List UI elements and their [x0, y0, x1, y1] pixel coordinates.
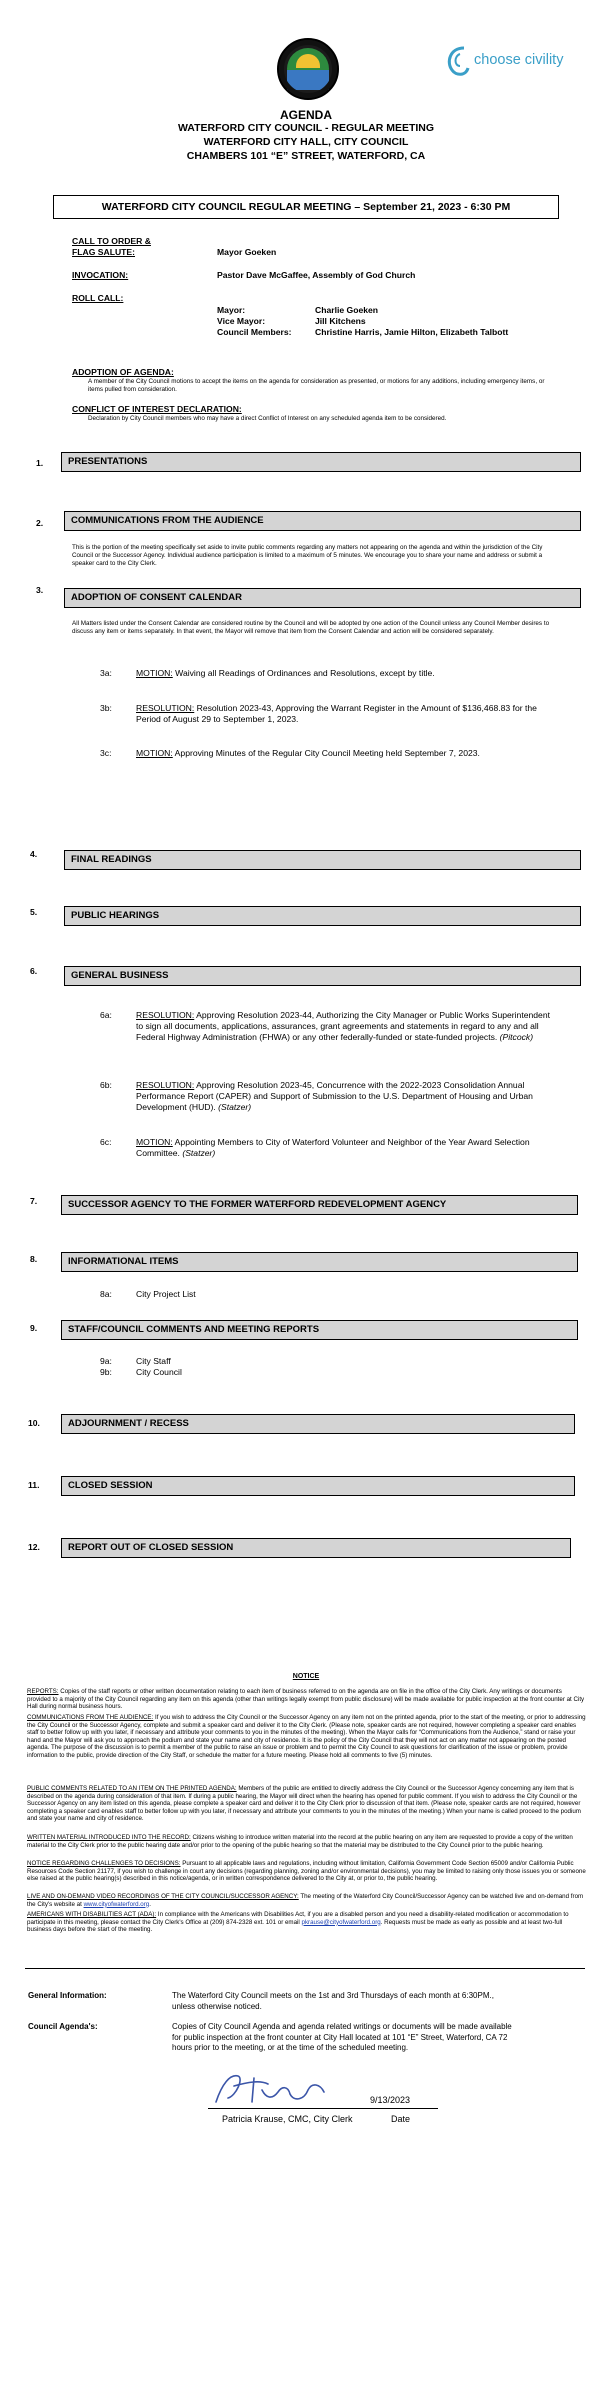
item-id: 3b:	[100, 703, 112, 713]
choose-civility-logo	[444, 44, 574, 80]
signer-name: Patricia Krause, CMC, City Clerk	[222, 2114, 353, 2124]
notice-public-comments	[27, 1785, 587, 1823]
section-number: 10.	[28, 1418, 40, 1428]
section-number: 9.	[30, 1323, 38, 1333]
divider	[25, 1968, 585, 1969]
roll-role: Mayor:	[217, 305, 246, 315]
roll-name: Charlie Goeken	[315, 305, 379, 315]
civility-logo-text: choose civility	[474, 52, 564, 68]
date-label: Date	[391, 2114, 411, 2124]
clerk-email-link[interactable]: pkrause@cityofwaterford.org	[301, 1918, 381, 1926]
item-presenter: (Pitcock)	[499, 1032, 534, 1042]
section-successor-agency-bar: SUCCESSOR AGENCY TO THE FORMER WATERFORD REDEVELOPMENT AGENCY	[61, 1195, 578, 1215]
informational-item-8a: City Project List	[136, 1289, 196, 1299]
notice-label: COMMUNICATIONS FROM THE AUDIENCE:	[27, 1714, 154, 1721]
notice-text: Pursuant to all applicable laws and regulations, including without limitation, California Government Code Section 65009 and/or California Public Resources Code Section 21177, if you wish to challenge in court any decisions (regarding planning, zoning and/or environmental decisions), you may be limited to raising only those issues you or someone else raised at the public hearing(s) described in this notice/agenda, or in written correspondence delivered to the City at, or prior to, the public hearing.	[27, 1860, 586, 1883]
section-number: 7.	[30, 1196, 38, 1206]
notice-text: If you wish to address the City Council or the Successor Agency on any item not on the printed agenda, prior to the start of the meeting, or prior to addressing the City Council or the Successor Agency, complete and submit a speaker card and deliver it to the City Clerk. (Please note, speaker cards are not required, however completing a speaker card enables staff to better follow up with you later, if necessary and attribute your comments to you in the minutes of the meeting). When the Mayor calls for “Communications from the Audience,” stand or raise your hand and the Mayor will ask you to approach the podium and state your name and city of residence. It is the policy of the City Council that they will not act on any matter not appearing on the posted agenda. The purpose of the discussion is to permit a member of the public to raise an issue or problem and to permit the City Council to ask questions for clarification of the issue or problem, provide information to the public, provide direction of the City Staff, or schedule the matter for a future meeting. Please hold all comments to five (5) minutes.	[27, 1714, 586, 1759]
item-presenter: (Statzer)	[218, 1102, 252, 1112]
notice-video-recordings: LIVE AND ON-DEMAND VIDEO RECORDINGS OF THE CITY COUNCIL/SUCCESSOR AGENCY: The meeting of the Waterford City Council/Successor Agency can be watched live and on-demand from the City's website at www.cityofwaterford.org.	[27, 1893, 584, 1908]
notice-text: In compliance with the Americans with Disabilities Act, if you are a disabled person and you need a disability-related modification or accommodation to participate in this meeting, please contact the City Clerk's Office at (209) 874-2328 ext. 101 or email	[27, 1911, 569, 1926]
section-informational-items-bar: INFORMATIONAL ITEMS	[61, 1252, 578, 1272]
general-information-text: The Waterford City Council meets on the 1st and 3rd Thursdays of each month at 6:30PM., unless otherwise noticed.	[172, 1991, 494, 2011]
notice-text: The meeting of the Waterford City Council/Successor Agency can be watched live and on-demand from the City's website at	[27, 1893, 584, 1908]
item-id: 6c:	[100, 1137, 112, 1147]
notice-label: LIVE AND ON-DEMAND VIDEO RECORDINGS OF THE CITY COUNCIL/SUCCESSOR AGENCY:	[27, 1893, 299, 1900]
section-number: 4.	[30, 849, 38, 859]
notice-heading: NOTICE	[292, 1673, 320, 1680]
council-agendas-text: Copies of City Council Agenda and agenda related writings or documents will be made available for public inspection at the front counter at City Hall located at 101 “E” Street, Waterford, CA 72 hours prior to the meeting, or at the time of the scheduled meeting.	[172, 2022, 512, 2052]
staff-comments-item-9a: City Staff	[136, 1356, 171, 1366]
notice-written-material	[27, 1834, 587, 1849]
header-line-2: WATERFORD CITY HALL, CITY COUNCIL	[203, 136, 409, 148]
city-website-link[interactable]: www.cityofwaterford.org	[83, 1900, 150, 1908]
notice-text: . Requests must be made as early as possible and at least two-full business days before the start of the meeting.	[27, 1918, 563, 1934]
section-number: 11.	[28, 1480, 40, 1490]
clerk-signature	[208, 2068, 338, 2112]
section-presentations-bar: PRESENTATIONS	[61, 452, 581, 472]
section-number: 12.	[28, 1542, 40, 1552]
business-item-6c	[136, 1137, 556, 1159]
city-seal-logo	[277, 38, 339, 100]
section-consent-calendar-bar: ADOPTION OF CONSENT CALENDAR	[64, 588, 581, 608]
item-type: MOTION:	[136, 1137, 173, 1147]
agenda-heading: AGENDA	[279, 108, 332, 122]
section-number: 2.	[36, 518, 44, 528]
adoption-of-agenda-label: ADOPTION OF AGENDA:	[72, 367, 174, 377]
section-general-business-bar: GENERAL BUSINESS	[64, 966, 581, 986]
notice-reports	[27, 1688, 587, 1711]
section-final-readings-bar: FINAL READINGS	[64, 850, 581, 870]
item-type: MOTION:	[136, 748, 173, 758]
item-id: 8a:	[100, 1289, 112, 1299]
item-id: 3c:	[100, 748, 112, 758]
notice-label: WRITTEN MATERIAL INTRODUCED INTO THE RECORD:	[27, 1834, 191, 1841]
general-information-label: General Information:	[28, 1991, 107, 2000]
item-id: 6a:	[100, 1010, 112, 1020]
business-item-6a	[136, 1010, 556, 1043]
header-line-1: WATERFORD CITY COUNCIL - REGULAR MEETING	[177, 122, 435, 134]
notice-label: PUBLIC COMMENTS RELATED TO AN ITEM ON THE PRINTED AGENDA:	[27, 1785, 237, 1792]
notice-text: Citizens wishing to introduce written material into the record at the public hearing on any item are requested to provide a copy of the written material to the City Clerk prior to the public hearing date and/or prior to the opening of the public hearing so that the material may be distributed to the City Council prior to the public hearing.	[27, 1834, 573, 1849]
roll-name: Jill Kitchens	[315, 316, 366, 326]
section-public-hearings-bar: PUBLIC HEARINGS	[64, 906, 581, 926]
notice-label: NOTICE REGARDING CHALLENGES TO DECISIONS:	[27, 1860, 181, 1867]
item-text: Approving Minutes of the Regular City Council Meeting held September 7, 2023.	[172, 748, 480, 758]
notice-challenges	[27, 1860, 587, 1883]
consent-calendar-text: All Matters listed under the Consent Calendar are considered routine by the Council and will be adopted by one action of the Council unless any Council Member desires to discuss any item or items separately. In that event, the Mayor will remove that item from the Consent Calendar and action will be considered separately.	[72, 620, 550, 635]
item-text: Approving Resolution 2023-44, Authorizing the City Manager or Public Works Superintendent to sign all documents, applications, assurances, grant agreements and statements in regard to any and all Federal Highway Administration (FHWA) or any other federally-funded or state-funded projects.	[136, 1010, 550, 1042]
section-staff-council-comments-bar: STAFF/COUNCIL COMMENTS AND MEETING REPORTS	[61, 1320, 578, 1340]
signature-date: 9/13/2023	[370, 2095, 411, 2105]
section-report-out-bar: REPORT OUT OF CLOSED SESSION	[61, 1538, 571, 1558]
roll-role: Vice Mayor:	[217, 316, 266, 326]
council-comments-item-9b: City Council	[136, 1367, 182, 1377]
section-number: 5.	[30, 907, 38, 917]
business-item-6b	[136, 1080, 556, 1113]
item-id: 6b:	[100, 1080, 112, 1090]
meeting-title: WATERFORD CITY COUNCIL REGULAR MEETING – September 21, 2023 - 6:30 PM	[53, 195, 559, 219]
header-line-3: CHAMBERS 101 “E” STREET, WATERFORD, CA	[186, 150, 426, 162]
item-id: 9b:	[100, 1367, 112, 1377]
invocation-label: INVOCATION:	[72, 270, 129, 280]
signature-line	[208, 2108, 438, 2109]
notice-text: Members of the public are entitled to directly address the City Council or the Successor Agency concerning any item that is described on the agenda during consideration of that item. If during a public hearing, the Mayor will direct when the hearing has opened for public comment. If you wish to address the City Council or the Successor Agency on any item listed on this agenda, please complete a speaker card and deliver it to the City Clerk prior to discussion of that item. (Please note, speaker cards are not required, however completing a speaker card enables staff to better follow up with you later, if necessary and attribute your comments to you in the minutes of the meeting.) When your name is called proceed to the podium and state your name and city of residence.	[27, 1785, 581, 1823]
item-text: Waiving all Readings of Ordinances and Resolutions, except by title.	[172, 668, 435, 678]
council-agendas-label: Council Agenda's:	[28, 2022, 98, 2031]
roll-name: Christine Harris, Jamie Hilton, Elizabeth Talbott	[315, 327, 509, 337]
item-text: Resolution 2023-43, Approving the Warrant Register in the Amount of $136,468.83 for the Period of August 29 to September 1, 2023.	[136, 703, 537, 724]
communications-text: This is the portion of the meeting specifically set aside to invite public comments regarding any matters not appearing on the agenda and within the jurisdiction of the City Council or the Successor Agency. Individual audience participation is limited to a maximum of 5 minutes. We encourage you to share your name and address or submit a speaker card to the City Clerk.	[72, 544, 543, 567]
conflict-of-interest-label: CONFLICT OF INTEREST DECLARATION:	[72, 404, 242, 414]
civility-swirl-icon	[444, 44, 472, 80]
item-type: RESOLUTION:	[136, 1010, 195, 1020]
section-number: 3.	[36, 585, 44, 595]
item-type: RESOLUTION:	[136, 703, 195, 713]
section-communications-bar: COMMUNICATIONS FROM THE AUDIENCE	[64, 511, 581, 531]
consent-item-3a	[136, 668, 556, 679]
roll-role: Council Members:	[217, 327, 292, 337]
notice-label: REPORTS:	[27, 1688, 59, 1695]
item-presenter: (Statzer)	[182, 1148, 216, 1158]
roll-call-label: ROLL CALL:	[72, 293, 124, 303]
item-id: 9a:	[100, 1356, 112, 1366]
notice-ada	[27, 1911, 587, 1934]
invocation-value: Pastor Dave McGaffee, Assembly of God Church	[217, 270, 416, 280]
conflict-of-interest-text: Declaration by City Council members who may have a direct Conflict of Interest on any scheduled agenda item to be considered.	[88, 415, 447, 422]
consent-item-3b	[136, 703, 556, 725]
notice-communications	[27, 1714, 587, 1760]
item-id: 3a:	[100, 668, 112, 678]
notice-text: Copies of the staff reports or other written documentation relating to each item of business referred to on the agenda are on file in the office of the City Clerk. Any writings or documents provided to a majority of the City Council regarding any item on this agenda (other than writings legally exempt from public disclosure) will be made available for public inspection at the front counter at City Hall during normal business hours.	[27, 1688, 585, 1711]
section-closed-session-bar: CLOSED SESSION	[61, 1476, 575, 1496]
call-to-order-value: Mayor Goeken	[217, 247, 277, 257]
notice-label: AMERICANS WITH DISABILITIES ACT (ADA):	[27, 1911, 157, 1918]
section-number: 1.	[36, 458, 44, 468]
section-number: 8.	[30, 1254, 38, 1264]
item-type: MOTION:	[136, 668, 173, 678]
flag-salute-label: FLAG SALUTE:	[72, 247, 136, 257]
item-text: Approving Resolution 2023-45, Concurrence with the 2022-2023 Consolidation Annual Performance Report (CAPER) and Support of Submission to the U.S. Department of Housing and Urban Development (HUD).	[136, 1080, 533, 1112]
call-to-order-label: CALL TO ORDER &	[72, 236, 151, 246]
item-type: RESOLUTION:	[136, 1080, 195, 1090]
adoption-of-agenda-text: A member of the City Council motions to accept the items on the agenda for consideration as presented, or motions for any additions, including emergency items, or items pulled from consideration.	[88, 378, 545, 393]
section-number: 6.	[30, 966, 38, 976]
section-adjournment-bar: ADJOURNMENT / RECESS	[61, 1414, 575, 1434]
consent-item-3c	[136, 748, 556, 759]
item-text: Appointing Members to City of Waterford Volunteer and Neighbor of the Year Award Selection Committee.	[136, 1137, 530, 1158]
